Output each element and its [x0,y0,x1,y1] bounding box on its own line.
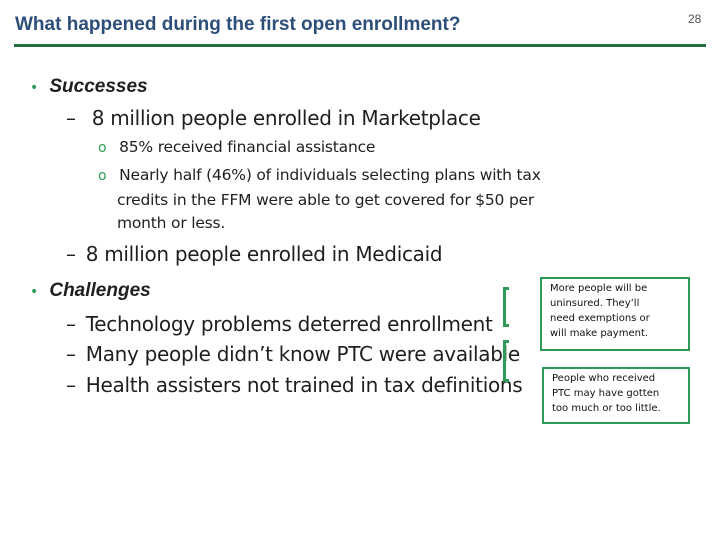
challenge-item-technology [66,312,493,336]
dash-marker: – [66,106,76,130]
bullet-icon: • [30,80,39,96]
bracket-icon [503,340,509,382]
success-subitem-half-text-2: credits in the FFM were able to get covered for $50 per [117,191,535,209]
title-divider [14,44,706,47]
challenges-heading [30,280,151,302]
success-item-marketplace [66,106,481,130]
callout-ptc-line-2: PTC may have gotten [552,388,660,399]
dash-marker: – [66,312,76,336]
slide-title: What happened during the first open enrollment? [15,14,461,35]
success-subitem-financial [98,138,375,156]
callout-ptc-line-1: People who received [552,373,656,384]
success-subitem-halfline1 [98,166,541,184]
dash-marker: – [66,242,76,266]
challenge-item-assisters [66,373,522,397]
challenge-item-assisters-text: Health assisters not trained in tax definitions [85,373,523,397]
dash-marker: – [66,373,76,397]
bracket-icon [503,287,509,327]
callout-uninsured-line-1: More people will be [550,283,648,294]
success-item-medicaid-text: 8 million people enrolled in Medicaid [85,242,443,266]
challenge-item-ptc-text: Many people didn’t know PTC were available [85,342,520,366]
challenges-label: Challenges [49,280,151,301]
circle-bullet-icon: o [98,140,107,156]
callout-ptc-line-3: too much or too little. [552,403,661,414]
success-item-marketplace-text: 8 million people enrolled in Marketplace [91,106,481,130]
dash-marker: – [66,342,76,366]
callout-uninsured-line-3: need exemptions or [550,313,650,324]
successes-label: Successes [49,76,148,97]
callout-uninsured-line-4: will make payment. [550,328,649,339]
page-number: 28 [688,12,702,26]
success-subitem-half-text-3: month or less. [117,214,226,232]
bullet-icon: • [30,284,39,300]
callout-uninsured-line-2: uninsured. They’ll [550,298,640,309]
success-subitem-half-text-1: Nearly half (46%) of individuals selecting plans with tax [119,166,541,184]
challenge-item-ptc [66,342,520,366]
challenge-item-technology-text: Technology problems deterred enrollment [85,312,493,336]
success-subitem-financial-text: 85% received financial assistance [119,138,376,156]
successes-heading [30,76,148,98]
callout-uninsured [540,277,690,351]
callout-ptc [542,367,690,424]
success-item-medicaid [66,242,442,266]
circle-bullet-icon: o [98,168,107,184]
